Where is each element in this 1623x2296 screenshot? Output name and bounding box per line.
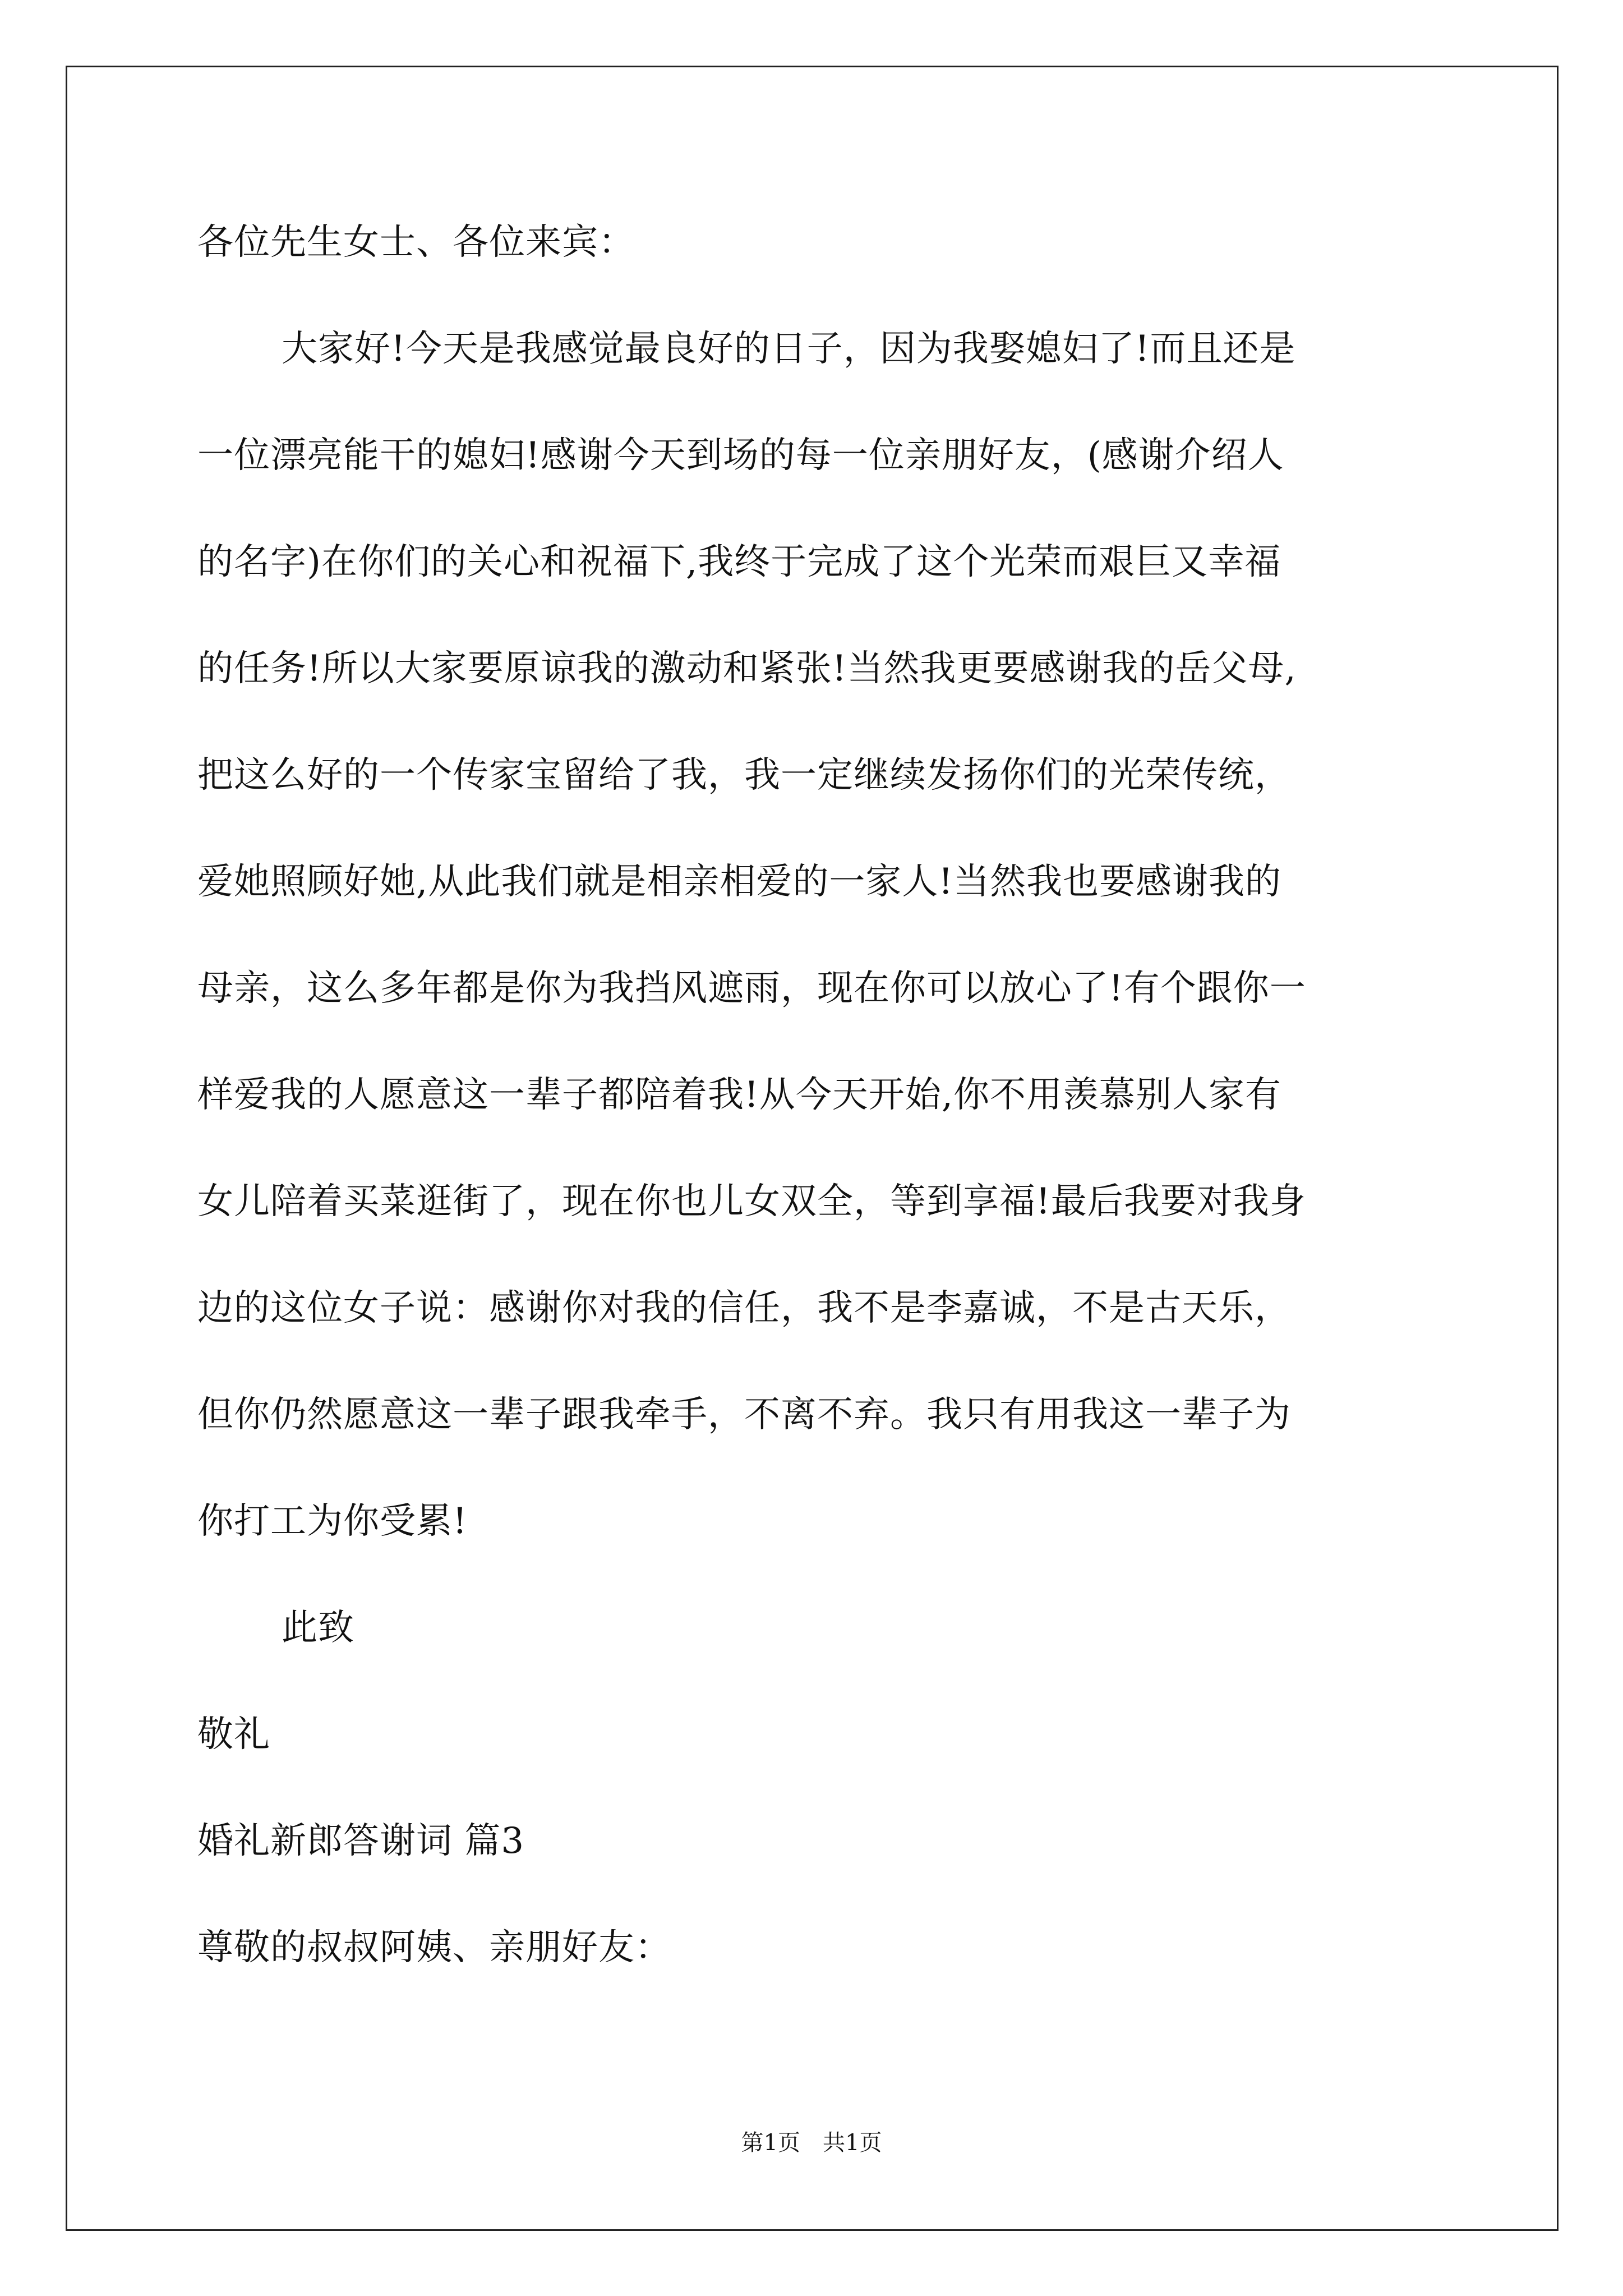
salutation: 各位先生女士、各位来宾： — [197, 222, 635, 263]
closing-salute: 敬礼 — [197, 1714, 270, 1755]
paragraph-line: 女儿陪着买菜逛街了，现在你也儿女双全，等到享福!最后我要对我身 — [197, 1181, 1306, 1222]
paragraph-line: 样爱我的人愿意这一辈子都陪着我!从今天开始,你不用羡慕别人家有 — [197, 1074, 1282, 1116]
page-footer: 第1页 共1页 — [741, 2130, 882, 2156]
paragraph-line: 一位漂亮能干的媳妇!感谢今天到场的每一位亲朋好友，(感谢介绍人 — [197, 435, 1284, 476]
paragraph-line: 的名字)在你们的关心和祝福下,我终于完成了这个光荣而艰巨又幸福 — [197, 541, 1281, 583]
paragraph-line: 你打工为你受累! — [197, 1501, 468, 1542]
paragraph-line: 大家好!今天是我感觉最良好的日子，因为我娶媳妇了!而且还是 — [282, 328, 1296, 370]
paragraph-line: 边的这位女子说：感谢你对我的信任，我不是李嘉诚，不是古天乐， — [197, 1287, 1291, 1329]
salutation: 尊敬的叔叔阿姨、亲朋好友： — [197, 1927, 671, 1968]
paragraph-line: 但你仍然愿意这一辈子跟我牵手，不离不弃。我只有用我这一辈子为 — [197, 1394, 1291, 1435]
paragraph-line: 的任务!所以大家要原谅我的激动和紧张!当然我更要感谢我的岳父母, — [197, 648, 1297, 689]
paragraph-line: 母亲，这么多年都是你为我挡风遮雨，现在你可以放心了!有个跟你一 — [197, 968, 1306, 1009]
paragraph-line: 爱她照顾好她,从此我们就是相亲相爱的一家人!当然我也要感谢我的 — [197, 861, 1282, 903]
closing-phrase: 此致 — [282, 1607, 354, 1649]
page-border — [66, 66, 1559, 2231]
section-heading: 婚礼新郎答谢词 篇3 — [197, 1820, 525, 1862]
paragraph-line: 把这么好的一个传家宝留给了我，我一定继续发扬你们的光荣传统， — [197, 754, 1291, 796]
